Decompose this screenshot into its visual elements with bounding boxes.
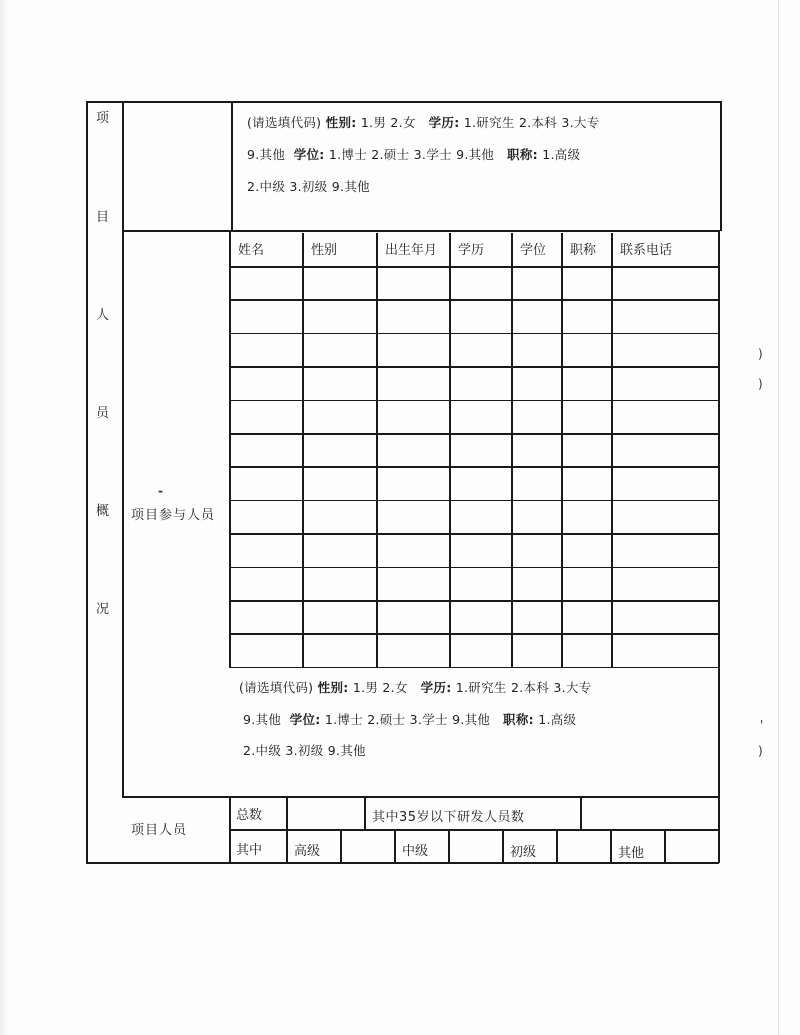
table-cell[interactable]	[304, 335, 375, 365]
gender-label: 性别:	[325, 115, 357, 130]
side-label-char-3: 人	[96, 308, 110, 323]
side-label-char-2: 目	[96, 210, 110, 225]
summary-label: 项目人员	[131, 823, 188, 838]
title-options: 1.高级	[538, 712, 577, 727]
table-cell[interactable]	[231, 335, 301, 365]
grid-header-cell: 姓名	[238, 243, 265, 258]
junior-label: 初级	[510, 845, 537, 860]
table-cell[interactable]	[513, 268, 560, 298]
table-cell[interactable]	[563, 435, 610, 465]
degree-options: 1.博士 2.硕士 3.学士 9.其他	[324, 712, 491, 727]
gender-options: 1.男 2.女	[360, 115, 416, 130]
table-cell[interactable]	[563, 402, 610, 432]
education-other: 9.其他	[247, 147, 286, 162]
table-cell[interactable]	[378, 468, 448, 498]
table-cell[interactable]	[378, 368, 448, 398]
table-cell[interactable]	[513, 502, 560, 532]
table-cell[interactable]	[563, 301, 610, 331]
summary-r2-div-3	[394, 829, 396, 863]
table-right-border-lower	[718, 231, 720, 863]
middle-label: 中级	[402, 844, 429, 859]
table-cell[interactable]	[304, 569, 375, 599]
code-hint: (请选填代码)	[239, 680, 314, 695]
education-options: 1.研究生 2.本科 3.大专	[463, 115, 600, 130]
table-cell[interactable]	[513, 569, 560, 599]
degree-label: 学位:	[289, 712, 321, 727]
side-label-char-5: 概	[96, 504, 110, 519]
table-cell[interactable]	[513, 301, 560, 331]
top-codes-line-3	[247, 179, 370, 195]
table-cell[interactable]	[451, 268, 510, 298]
grid-row-line	[229, 667, 718, 669]
table-cell[interactable]	[613, 368, 717, 398]
table-cell[interactable]	[613, 335, 717, 365]
table-cell[interactable]	[378, 535, 448, 565]
table-cell[interactable]	[231, 301, 301, 331]
margin-mark-3: '	[760, 718, 764, 732]
total-label: 总数	[236, 808, 263, 823]
participants-label: 项目参与人员	[131, 508, 216, 523]
grid-header-cell: 学历	[458, 243, 485, 258]
table-cell[interactable]	[378, 335, 448, 365]
side-label-char-6: 况	[96, 602, 110, 617]
table-cell[interactable]	[304, 402, 375, 432]
title-label: 职称:	[503, 712, 534, 727]
table-cell[interactable]	[451, 335, 510, 365]
title-label: 职称:	[507, 147, 538, 162]
grid-header-cell: 职称	[570, 243, 597, 258]
degree-label: 学位:	[293, 147, 325, 162]
table-cell[interactable]	[451, 635, 510, 665]
table-cell[interactable]	[231, 569, 301, 599]
table-cell[interactable]	[563, 569, 610, 599]
table-cell[interactable]	[451, 402, 510, 432]
table-cell[interactable]	[304, 502, 375, 532]
table-cell[interactable]	[231, 602, 301, 632]
table-cell[interactable]	[563, 535, 610, 565]
table-cell[interactable]	[613, 635, 717, 665]
bottom-codes-line-1	[239, 680, 592, 696]
table-cell[interactable]	[231, 435, 301, 465]
bottom-codes-line-2	[243, 712, 576, 728]
table-cell[interactable]	[304, 535, 375, 565]
summary-top-line	[122, 796, 719, 798]
summary-r2-div-4	[448, 829, 450, 863]
table-cell[interactable]	[304, 435, 375, 465]
education-other: 9.其他	[243, 712, 282, 727]
top-codes-line-2	[247, 147, 580, 163]
table-cell[interactable]	[378, 402, 448, 432]
table-cell[interactable]	[378, 602, 448, 632]
table-cell[interactable]	[613, 602, 717, 632]
bottom-codes-line-3	[243, 743, 366, 759]
code-hint: (请选填代码)	[247, 115, 322, 130]
side-label-char-4: 员	[96, 406, 110, 421]
summary-mid-line	[229, 829, 719, 831]
side-label-divider	[122, 101, 124, 796]
table-cell[interactable]	[378, 268, 448, 298]
summary-r1-div-2	[364, 796, 366, 830]
education-label: 学历:	[428, 115, 460, 130]
side-label-char-1: 项	[96, 111, 110, 126]
table-cell[interactable]	[231, 635, 301, 665]
summary-r1-div-3	[580, 796, 582, 830]
table-cell[interactable]	[304, 468, 375, 498]
table-cell[interactable]	[231, 368, 301, 398]
table-cell[interactable]	[513, 435, 560, 465]
table-cell[interactable]	[513, 402, 560, 432]
summary-r2-div-2	[340, 829, 342, 863]
table-cell[interactable]	[378, 635, 448, 665]
grid-header-cell: 性别	[311, 243, 338, 258]
gender-options: 1.男 2.女	[352, 680, 408, 695]
summary-r2-div-7	[610, 829, 612, 863]
margin-mark-2: )	[758, 377, 763, 391]
table-cell[interactable]	[613, 569, 717, 599]
table-cell[interactable]	[563, 468, 610, 498]
margin-mark-1: )	[758, 347, 763, 361]
title-options-rest: 2.中级 3.初级 9.其他	[243, 743, 366, 758]
table-cell[interactable]	[304, 602, 375, 632]
table-cell[interactable]	[451, 502, 510, 532]
table-cell[interactable]	[231, 402, 301, 432]
table-cell[interactable]	[304, 268, 375, 298]
table-cell[interactable]	[513, 335, 560, 365]
top-section-divider	[231, 101, 233, 231]
summary-r2-div-6	[556, 829, 558, 863]
table-bottom-border	[86, 862, 719, 864]
margin-mark-4: )	[758, 744, 763, 758]
table-top-border	[86, 101, 721, 103]
summary-r2-div-1	[286, 829, 288, 863]
other-label: 其他	[618, 846, 645, 861]
senior-label: 高级	[294, 844, 321, 859]
top-codes-line-1	[247, 115, 600, 131]
table-cell[interactable]	[231, 502, 301, 532]
table-cell[interactable]	[378, 301, 448, 331]
education-options: 1.研究生 2.本科 3.大专	[455, 680, 592, 695]
table-right-border-upper	[720, 101, 722, 231]
gender-label: 性别:	[317, 680, 349, 695]
table-cell[interactable]	[378, 502, 448, 532]
scan-right-edge	[778, 0, 779, 1035]
table-cell[interactable]	[613, 435, 717, 465]
table-cell[interactable]	[613, 268, 717, 298]
table-cell[interactable]	[451, 435, 510, 465]
table-cell[interactable]	[451, 535, 510, 565]
table-cell[interactable]	[563, 268, 610, 298]
table-cell[interactable]	[378, 435, 448, 465]
under35-label: 其中35岁以下研发人员数	[372, 810, 525, 825]
top-section-bottom	[122, 230, 720, 232]
grid-header-cell: 学位	[520, 243, 547, 258]
dash-mark: -	[158, 484, 163, 498]
table-cell[interactable]	[231, 468, 301, 498]
table-cell[interactable]	[513, 368, 560, 398]
grid-header-cell: 联系电话	[620, 243, 673, 258]
among-label: 其中	[236, 843, 263, 858]
table-cell[interactable]	[613, 535, 717, 565]
table-cell[interactable]	[563, 602, 610, 632]
table-cell[interactable]	[451, 569, 510, 599]
table-cell[interactable]	[513, 602, 560, 632]
table-cell[interactable]	[513, 535, 560, 565]
summary-r2-div-8	[664, 829, 666, 863]
title-options-rest: 2.中级 3.初级 9.其他	[247, 179, 370, 194]
summary-r1-div-1	[286, 796, 288, 830]
table-cell[interactable]	[613, 502, 717, 532]
table-cell[interactable]	[613, 301, 717, 331]
table-cell[interactable]	[451, 468, 510, 498]
table-cell[interactable]	[451, 368, 510, 398]
table-cell[interactable]	[563, 502, 610, 532]
table-cell[interactable]	[451, 301, 510, 331]
table-cell[interactable]	[563, 635, 610, 665]
title-options: 1.高级	[542, 147, 581, 162]
grid-header-cell: 出生年月	[385, 243, 438, 258]
table-cell[interactable]	[563, 335, 610, 365]
table-cell[interactable]	[231, 535, 301, 565]
table-cell[interactable]	[613, 402, 717, 432]
education-label: 学历:	[420, 680, 452, 695]
table-cell[interactable]	[513, 635, 560, 665]
table-cell[interactable]	[378, 569, 448, 599]
table-cell[interactable]	[451, 602, 510, 632]
table-left-border	[86, 101, 88, 863]
scan-edge-shadow	[0, 0, 8, 1035]
table-cell[interactable]	[513, 468, 560, 498]
table-cell[interactable]	[563, 368, 610, 398]
table-cell[interactable]	[231, 268, 301, 298]
summary-r2-div-5	[502, 829, 504, 863]
degree-options: 1.博士 2.硕士 3.学士 9.其他	[328, 147, 495, 162]
table-cell[interactable]	[613, 468, 717, 498]
table-cell[interactable]	[304, 368, 375, 398]
table-cell[interactable]	[304, 635, 375, 665]
table-cell[interactable]	[304, 301, 375, 331]
